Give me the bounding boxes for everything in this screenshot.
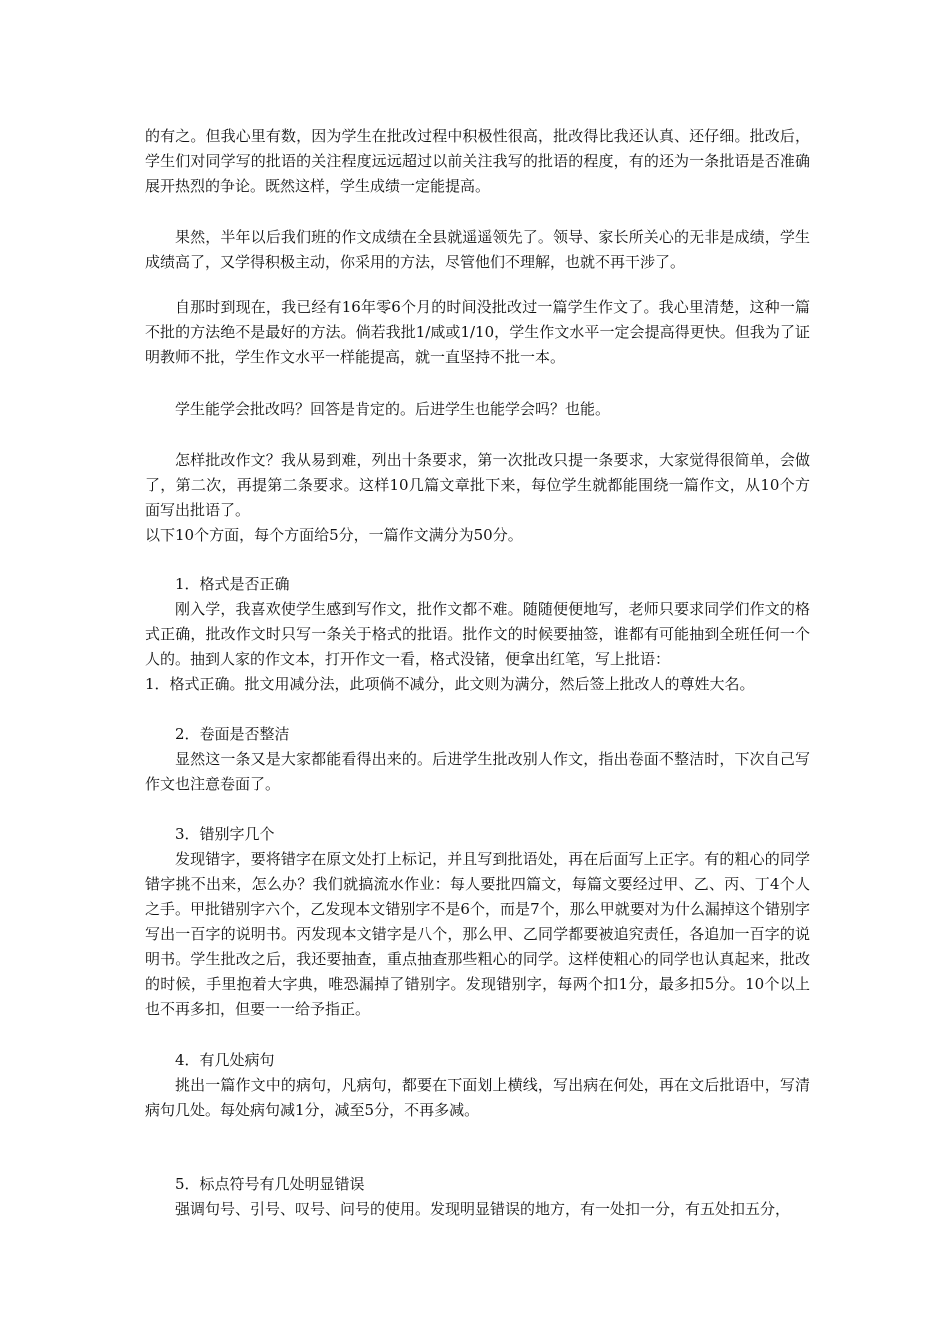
paragraph-1: 的有之。但我心里有数，因为学生在批改过程中积极性很高，批改得比我还认真、还仔细。批改后，学生们对同学写的批语的关注程度远远超过以前关注我写的批语的程度，有的还为一条批语是否准确展开热烈的争论。既然这样，学生成绩一定能提高。 [145,127,810,195]
section-1-text-cont: 1．格式正确。批文用减分法，此项倘不减分，此文则为满分，然后签上批改人的尊姓大名。 [145,675,755,693]
paragraph-4: 学生能学会批改吗？回答是肯定的。后进学生也能学会吗？也能。 [175,400,611,418]
paragraph-5-group [145,448,810,548]
paragraph-5: 怎样批改作文？我从易到难，列出十条要求，第一次批改只提一条要求，大家觉得很简单，会做了，第二次，再提第二条要求。这样10几篇文章批下来，每位学生就都能围绕一篇作文，从10个方面写出批语了。 [145,451,810,519]
section-1-text: 刚入学，我喜欢使学生感到写作文，批作文都不难。随随便便地写，老师只要求同学们作文的格式正确，批改作文时只写一条关于格式的批语。批作文的时候要抽签，谁都有可能抽到全班任何一个人的。抽到人家的作文本，打开作文一看，格式没锗，便拿出红笔，写上批语： [145,600,810,668]
paragraph-3: 自那时到现在，我已经有16年零6个月的时间没批改过一篇学生作文了。我心里清楚，这种一篇不批的方法绝不是最好的方法。倘若我批1/咸或1/10，学生作文水平一定会提高得更快。但我为了证明教师不批，学生作文水平一样能提高，就一直坚持不批一本。 [145,298,810,366]
paragraph-2: 果然，半年以后我们班的作文成绩在全县就遥遥领先了。领导、家长所关心的无非是成绩，学生成绩高了，又学得积极主动，你采用的方法，尽管他们不理解，也就不再干涉了。 [145,228,810,271]
section-2-heading: 2．卷面是否整洁 [175,725,290,743]
section-5-heading: 5．标点符号有几处明显错误 [175,1175,365,1193]
section-3-heading: 3．错别字几个 [175,825,275,843]
paragraph-6: 以下10个方面，每个方面给5分，一篇作文满分为50分。 [145,526,523,544]
section-5-text: 强调句号、引号、叹号、问号的使用。发现明显错误的地方，有一处扣一分，有五处扣五分， [175,1200,791,1218]
section-1-body [145,597,810,697]
section-1-heading: 1．格式是否正确 [175,575,290,593]
section-4-heading: 4．有几处病句 [175,1051,275,1069]
section-2-text: 显然这一条又是大家都能看得出来的。后进学生批改别人作文，指出卷面不整洁时，下次自己写作文也注意卷面了。 [145,750,810,793]
section-4-text: 挑出一篇作文中的病句，凡病句，都要在下面划上横线，写出病在何处，再在文后批语中，写清病句几处。每处病句减1分，减至5分，不再多减。 [145,1076,810,1119]
section-3-text: 发现错字，要将错字在原文处打上标记，并且写到批语处，再在后面写上正字。有的粗心的同学错字挑不出来，怎么办？我们就搞流水作业：每人要批四篇文，每篇文要经过甲、乙、丙、丁4个人之手。甲批错别字六个，乙发现本文错别字不是6个，而是7个，那么甲就要对为什么漏掉这个错别字写出一百字的说明书。丙发现本文错字是八个，那么甲、乙同学都要被追究责任，各追加一百字的说明书。学生批改之后，我还要抽查，重点抽查那些粗心的同学。这样使粗心的同学也认真起来，批改的时候，手里抱着大字典，唯恐漏掉了错别字。发现错别字，每两个扣1分，最多扣5分。10个以上也不再多扣，但要一一给予指正。 [145,850,810,1018]
